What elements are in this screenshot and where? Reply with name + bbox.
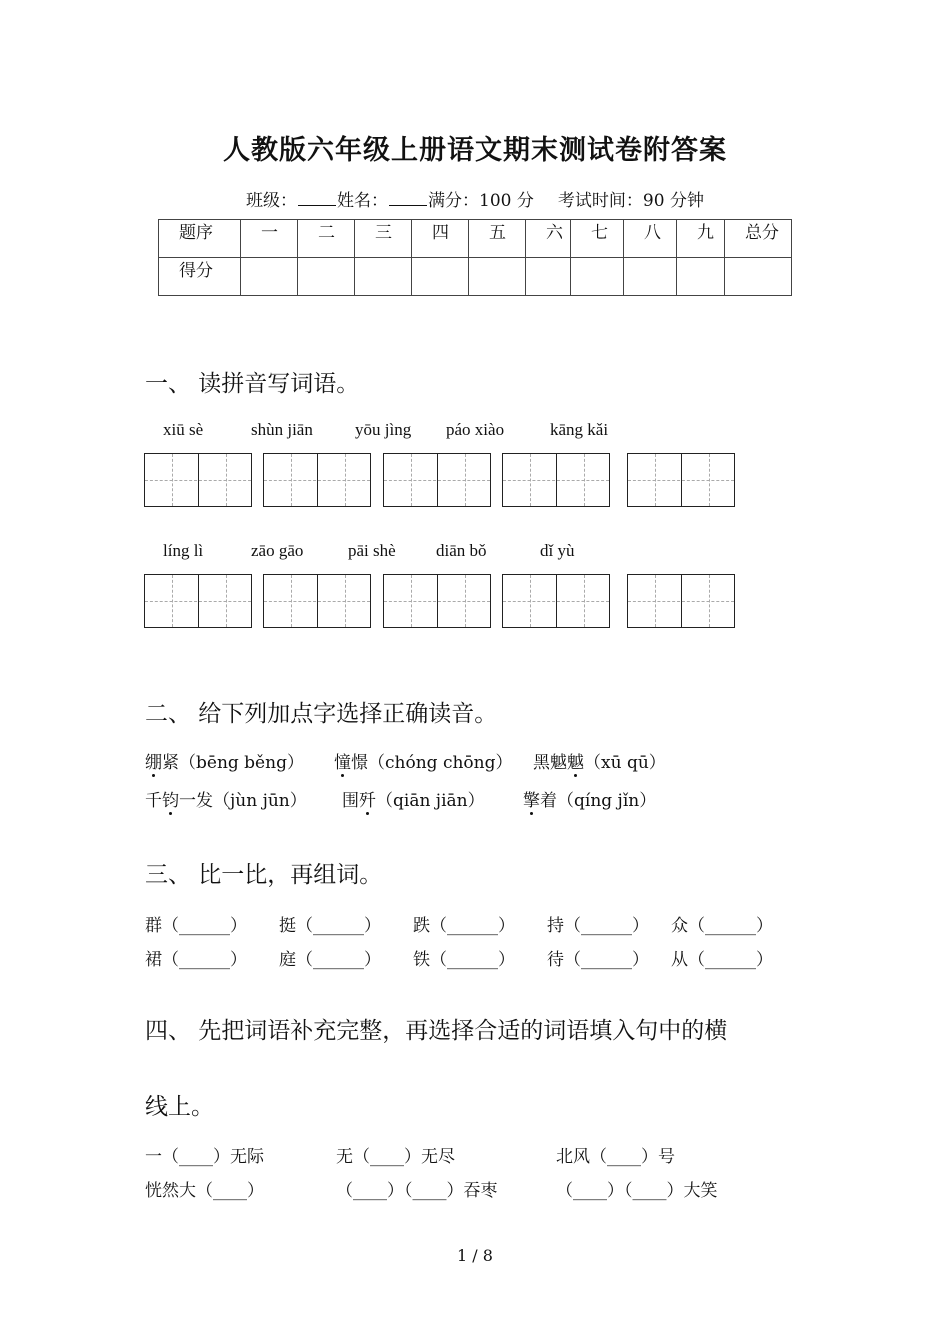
score-header-cell: 七: [571, 220, 624, 258]
pinyin-label: yōu jìng: [355, 420, 412, 439]
reading-item: 千钧一发（jùn jūn）: [145, 791, 307, 811]
writing-grid[interactable]: [263, 453, 371, 507]
score-header-cell: 九: [677, 220, 725, 258]
score-cell[interactable]: [725, 258, 792, 296]
name-blank[interactable]: [389, 191, 427, 206]
score-header-cell: 三: [355, 220, 412, 258]
section2-heading: 二、 给下列加点字选择正确读音。: [145, 701, 498, 727]
score-header-cell: 一: [241, 220, 298, 258]
pinyin-label: kāng kǎi: [550, 420, 609, 439]
dotted-char: 钧: [162, 791, 179, 811]
score-row-label: 得分: [159, 258, 241, 296]
score-header-cell: 总分: [725, 220, 792, 258]
idiom-item[interactable]: 无（____）无尽: [336, 1147, 455, 1167]
compare-item[interactable]: 裙（______）: [145, 950, 247, 970]
dotted-char: 憧: [334, 753, 351, 773]
exam-time: 考试时间：90 分钟: [557, 191, 704, 211]
dotted-char: 绷: [145, 753, 162, 773]
reading-item: 围歼（qiān jiān）: [342, 791, 485, 811]
pinyin-label: shùn jiān: [251, 420, 313, 439]
score-cell[interactable]: [241, 258, 298, 296]
writing-grid[interactable]: [627, 574, 735, 628]
writing-grid[interactable]: [627, 453, 735, 507]
name-label: 姓名：: [337, 191, 389, 211]
compare-item[interactable]: 铁（______）: [413, 950, 515, 970]
dotted-char: 魆: [567, 753, 584, 773]
reading-item: 憧憬（chóng chōng）: [334, 753, 513, 773]
compare-item[interactable]: 挺（______）: [279, 916, 381, 936]
idiom-item[interactable]: （____）（____）吞枣: [336, 1181, 498, 1201]
score-header-cell: 题序: [159, 220, 241, 258]
writing-grid[interactable]: [263, 574, 371, 628]
pinyin-label: xiū sè: [163, 420, 204, 439]
exam-info: [0, 186, 950, 211]
score-cell[interactable]: [677, 258, 725, 296]
compare-item[interactable]: 持（______）: [547, 916, 649, 936]
score-table-header-row: [159, 220, 792, 258]
score-cell[interactable]: [571, 258, 624, 296]
score-header-cell: 八: [624, 220, 677, 258]
pinyin-label: páo xiào: [446, 420, 505, 439]
section1-heading: 一、 读拼音写词语。: [145, 371, 360, 397]
score-header-cell: 六: [526, 220, 571, 258]
writing-grid[interactable]: [144, 574, 252, 628]
idiom-item[interactable]: （____）（____）大笑: [556, 1181, 718, 1201]
pinyin-label: zāo gāo: [251, 541, 304, 560]
idiom-item[interactable]: 一（____）无际: [145, 1147, 264, 1167]
pinyin-label: diān bǒ: [436, 541, 487, 560]
score-table-score-row: [159, 258, 792, 296]
pinyin-label: líng lì: [163, 541, 204, 560]
writing-grid[interactable]: [144, 453, 252, 507]
compare-item[interactable]: 从（______）: [671, 950, 773, 970]
compare-item[interactable]: 群（______）: [145, 916, 247, 936]
section4-heading: 四、 先把词语补充完整，再选择合适的词语填入句中的横: [145, 1018, 728, 1044]
score-cell[interactable]: [298, 258, 355, 296]
score-cell[interactable]: [412, 258, 469, 296]
writing-grid[interactable]: [502, 574, 610, 628]
reading-item: 黑魆魆（xū qū）: [533, 753, 666, 773]
score-cell[interactable]: [355, 258, 412, 296]
section4-heading-cont: 线上。: [145, 1094, 214, 1120]
section3-heading: 三、 比一比，再组词。: [145, 862, 383, 888]
score-table: [158, 219, 792, 296]
score-header-cell: 五: [469, 220, 526, 258]
idiom-item[interactable]: 恍然大（____）: [145, 1181, 264, 1201]
compare-item[interactable]: 待（______）: [547, 950, 649, 970]
pinyin-label: dǐ yù: [540, 541, 575, 560]
score-header-cell: 四: [412, 220, 469, 258]
score-cell[interactable]: [526, 258, 571, 296]
class-blank[interactable]: [298, 191, 336, 206]
class-label: 班级：: [246, 191, 298, 211]
score-cell[interactable]: [624, 258, 677, 296]
writing-grid[interactable]: [383, 453, 491, 507]
score-header-cell: 二: [298, 220, 355, 258]
compare-item[interactable]: 庭（______）: [279, 950, 381, 970]
full-score: 满分：100 分: [428, 191, 534, 211]
writing-grid[interactable]: [383, 574, 491, 628]
score-cell[interactable]: [469, 258, 526, 296]
reading-item: 绷紧（bēng běng）: [145, 753, 304, 773]
pinyin-label: pāi shè: [348, 541, 396, 560]
dotted-char: 擎: [523, 791, 540, 811]
page-number: 1 / 8: [457, 1246, 493, 1265]
idiom-item[interactable]: 北风（____）号: [556, 1147, 675, 1167]
reading-item: 擎着（qíng jǐn）: [523, 791, 657, 811]
dotted-char: 歼: [359, 791, 376, 811]
page-title: 人教版六年级上册语文期末测试卷附答案: [223, 135, 727, 166]
compare-item[interactable]: 跌（______）: [413, 916, 515, 936]
writing-grid[interactable]: [502, 453, 610, 507]
compare-item[interactable]: 众（______）: [671, 916, 773, 936]
